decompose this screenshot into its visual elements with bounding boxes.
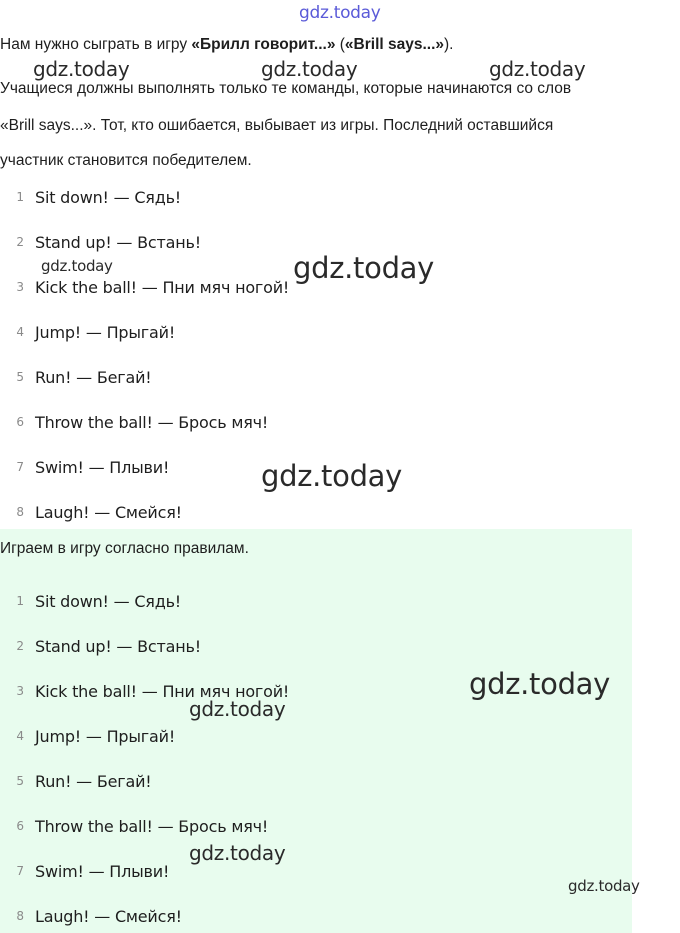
list-item-text: Run! — Бегай! [35,367,152,387]
intro-game-title-ru: «Брилл говорит...» [191,36,336,53]
list-item [0,814,268,838]
list-item-number: 6 [16,415,24,429]
list-item [0,320,175,344]
watermark: gdz.today [261,57,358,81]
list-item-text: Sit down! — Сядь! [35,187,182,207]
list-item-text: Throw the ball! — Брось мяч! [35,412,269,432]
intro-line-1-suffix: ). [444,36,454,53]
list-item-text: Kick the ball! — Пни мяч ногой! [35,277,290,297]
list-item-number: 1 [16,190,24,204]
list-item [0,589,181,613]
intro-line-1-mid: ( [335,36,345,53]
list-item [0,365,152,389]
list-item-text: Run! — Бегай! [35,771,152,791]
list-item [0,455,169,479]
watermark: gdz.today [189,841,286,865]
watermark: gdz.today [189,697,286,721]
list-item-text: Sit down! — Сядь! [35,591,182,611]
intro-line-1 [0,36,453,54]
list-item-number: 8 [16,909,24,923]
list-item-text: Stand up! — Встань! [35,636,201,656]
list-item-text: Laugh! — Смейся! [35,502,182,522]
list-item [0,185,181,209]
list-item-number: 4 [16,729,24,743]
list-item-number: 5 [16,774,24,788]
list-item-number: 8 [16,505,24,519]
watermark: gdz.today [489,57,586,81]
intro-game-title-en: «Brill says...» [344,36,445,53]
site-watermark-top: gdz.today [299,3,381,23]
list-item [0,230,201,254]
list-item-text: Stand up! — Встань! [35,232,201,252]
list-item-text: Jump! — Прыгай! [35,726,176,746]
list-item-number: 6 [16,819,24,833]
watermark: gdz.today [261,459,403,493]
list-item-text: Jump! — Прыгай! [35,322,176,342]
list-item [0,275,289,299]
list-item-text: Swim! — Плыви! [35,457,170,477]
list-item-number: 3 [16,684,24,698]
watermark: gdz.today [41,257,113,275]
list-item-text: Throw the ball! — Брось мяч! [35,816,269,836]
list-item-number: 2 [16,639,24,653]
list-item-text: Swim! — Плыви! [35,861,170,881]
list-item-text: Laugh! — Смейся! [35,906,182,926]
list-item-number: 2 [16,235,24,249]
list-item [0,634,201,658]
watermark: gdz.today [33,57,130,81]
list-item-number: 1 [16,594,24,608]
list-item [0,769,152,793]
intro-line-3: «Brill says...». Тот, кто ошибается, выбывает из игры. Последний оставшийся [0,117,554,134]
list-item-number: 7 [16,460,24,474]
list-item-number: 7 [16,864,24,878]
list-item [0,410,268,434]
list-item-number: 5 [16,370,24,384]
answer-intro: Играем в игру согласно правилам. [0,540,249,557]
intro-line-4: участник становится победителем. [0,152,252,169]
intro-line-2: Учащиеся должны выполнять только те команды, которые начинаются со слов [0,80,572,97]
list-item [0,500,182,524]
watermark: gdz.today [293,251,435,285]
list-item [0,724,175,748]
list-item-text: Kick the ball! — Пни мяч ногой! [35,681,290,701]
watermark: gdz.today [469,667,611,701]
list-item [0,904,182,928]
intro-line-1-prefix: Нам нужно сыграть в игру [0,36,192,53]
watermark: gdz.today [568,877,640,895]
list-item-number: 4 [16,325,24,339]
list-item [0,859,169,883]
list-item-number: 3 [16,280,24,294]
